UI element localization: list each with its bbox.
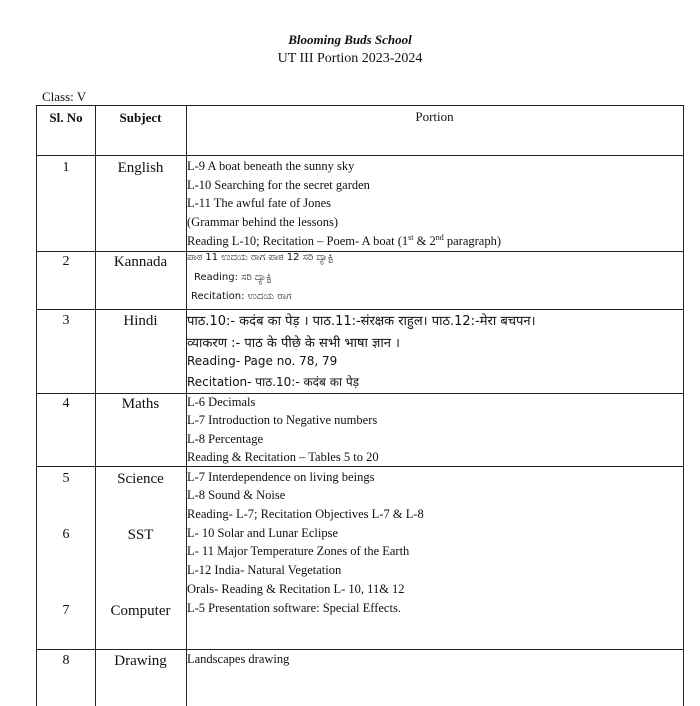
row-divider [37, 155, 683, 156]
row-sl-no: 4 [62, 396, 70, 411]
superscript: st [408, 233, 414, 242]
row-sl-no: 3 [62, 313, 70, 328]
row-sl-no: 5 [62, 471, 70, 486]
portion-line: L-11 The awful fate of Jones [187, 196, 332, 210]
portion-line: (Grammar behind the lessons) [187, 215, 339, 229]
row-subject: Kannada [113, 254, 168, 270]
portion-line: Recitation: ಉದಯ ರಾಗ [191, 291, 292, 302]
row-subject: Hindi [123, 313, 158, 329]
superscript: nd [435, 233, 444, 242]
portion-line: Reading & Recitation – Tables 5 to 20 [187, 450, 379, 464]
row-subject: Maths [121, 396, 160, 412]
portion-line: ಪಾಠ 11 ಉದಯ ರಾಗ ಪಾಠ 12 ಸರಿ ದ್ಯಾಕ್ಟಿ [187, 252, 334, 263]
header-sl-no: Sl. No [49, 110, 83, 125]
row-divider [37, 466, 683, 467]
portion-line: पाठ.10:- कदंब का पेड़ । पाठ.11:-संरक्षक राहुल। पाठ.12:-मेरा बचपन। [187, 314, 536, 329]
portion-line: Landscapes drawing [187, 652, 290, 666]
row-divider [37, 251, 683, 252]
row-sl-no: 8 [62, 653, 70, 668]
portion-line: Recitation- पाठ.10:- कदंब का पेड़ [187, 375, 360, 389]
row-divider [37, 309, 683, 310]
portion-text: Reading L-10; Recitation – Poem- A boat (1 [187, 234, 409, 249]
row-sl-no: 7 [62, 603, 70, 618]
row-subject: Computer [110, 603, 171, 619]
portion-line: L-8 Sound & Noise [187, 488, 286, 502]
row-sl-no: 2 [62, 254, 70, 269]
portion-line: Orals- Reading & Recitation L- 10, 11& 12 [187, 582, 405, 596]
portion-line: L-9 A boat beneath the sunny sky [187, 159, 355, 173]
portion-line: L-8 Percentage [187, 432, 264, 446]
portion-line: L-6 Decimals [187, 395, 256, 409]
header-subject: Subject [119, 110, 162, 125]
portion-line: L- 11 Major Temperature Zones of the Earth [187, 544, 410, 558]
portion-line: L-7 Interdependence on living beings [187, 470, 375, 484]
row-subject: Science [117, 471, 164, 487]
portion-line: Reading: ಸರಿ ದ್ಯಾಕ್ಟಿ [194, 272, 272, 283]
portion-line: L-10 Searching for the secret garden [187, 178, 370, 192]
portion-line: L-7 Introduction to Negative numbers [187, 413, 378, 427]
portion-line: Reading- L-7; Recitation Objectives L-7 & L-8 [187, 507, 424, 521]
row-subject: Drawing [114, 653, 167, 669]
portion-table [36, 105, 684, 706]
header-portion: Portion [415, 109, 454, 124]
portion-line: L-12 India- Natural Vegetation [187, 563, 342, 577]
portion-line: L-5 Presentation software: Special Effects. [187, 601, 401, 615]
row-subject: English [117, 160, 164, 176]
row-subject: SST [127, 527, 154, 543]
portion-text: & 2 [413, 234, 436, 249]
portion-line: L- 10 Solar and Lunar Eclipse [187, 526, 338, 540]
class-label: Class: V [42, 89, 87, 104]
row-divider [37, 393, 683, 394]
portion-line: Reading- Page no. 78, 79 [187, 354, 338, 368]
row-divider [37, 649, 683, 650]
row-sl-no: 6 [62, 527, 70, 542]
document-title: UT III Portion 2023-2024 [277, 51, 423, 66]
portion-line: व्याकरण :- पाठ के पीछे के सभी भाषा ज्ञान । [187, 336, 400, 351]
school-name: Blooming Buds School [288, 32, 412, 47]
portion-line [187, 233, 501, 249]
portion-text: paragraph) [443, 234, 501, 249]
row-sl-no: 1 [62, 160, 70, 175]
